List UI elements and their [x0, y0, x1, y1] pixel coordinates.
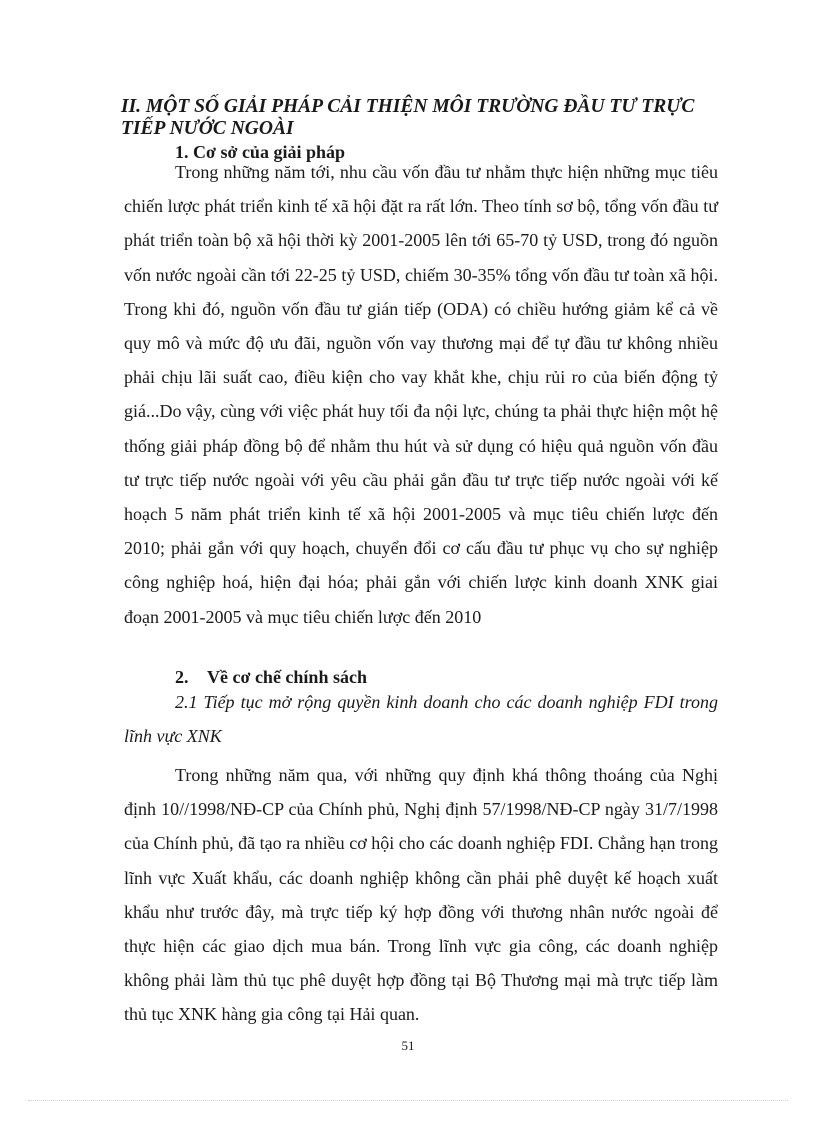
- subsubsection-title: 2.1 Tiếp tục mở rộng quyền kinh doanh cho các doanh nghiệp FDI trong lĩnh vực XNK: [124, 692, 718, 746]
- subsection-number: 2.: [175, 667, 189, 687]
- section-heading: II. MỘT SỐ GIẢI PHÁP CẢI THIỆN MÔI TRƯỜNG ĐẦU TƯ TRỰC TIẾP NƯỚC NGOÀI: [121, 96, 695, 139]
- subsection-title-basis: 1. Cơ sở của giải pháp: [175, 142, 345, 162]
- paragraph-policy: Trong những năm qua, với những quy định khá thông thoáng của Nghị định 10//1998/NĐ-CP của Chính phủ, Nghị định 57/1998/NĐ-CP ngày 31/7/1998 của Chính phủ, đã tạo ra nhiều cơ hội cho các doanh nghiệp FDI. Chẳng hạn trong lĩnh vực Xuất khẩu, các doanh nghiệp không cần phải phê duyệt kế hoạch xuất khẩu như trước đây, mà trực tiếp ký hợp đồng với thương nhân nước ngoài để thực hiện các giao dịch mua bán. Trong lĩnh vực gia công, các doanh nghiệp không phải làm thủ tục phê duyệt hợp đồng tại Bộ Thương mại mà trực tiếp làm thủ tục XNK hàng gia công tại Hải quan.: [124, 765, 718, 1025]
- page-number: 51: [401, 1038, 415, 1053]
- page-bottom-divider: [28, 1100, 788, 1101]
- subsection-title-text: Về cơ chế chính sách: [207, 667, 367, 687]
- paragraph-basis: Trong những năm tới, nhu cầu vốn đầu tư nhằm thực hiện những mục tiêu chiến lược phát triển kinh tế xã hội đặt ra rất lớn. Theo tính sơ bộ, tổng vốn đầu tư phát triển toàn bộ xã hội thời kỳ 2001-2005 lên tới 65-70 tỷ USD, trong đó nguồn vốn nước ngoài cần tới 22-25 tỷ USD, chiếm 30-35% tổng vốn đầu tư toàn xã hội. Trong khi đó, nguồn vốn đầu tư gián tiếp (ODA) có chiều hướng giảm kể cả về quy mô và mức độ ưu đãi, nguồn vốn vay thương mại để tự đầu tư không nhiều phải chịu lãi suất cao, điều kiện cho vay khắt khe, chịu rủi ro của biến động tỷ giá...Do vậy, cùng với việc phát huy tối đa nội lực, chúng ta phải thực hiện một hệ thống giải pháp đồng bộ để nhằm thu hút và sử dụng có hiệu quả nguồn vốn đầu tư trực tiếp nước ngoài với yêu cầu phải gắn đầu tư trực tiếp nước ngoài với kế hoạch 5 năm phát triển kinh tế xã hội 2001-2005 và mục tiêu chiến lược đến 2010; phải gắn với quy hoạch, chuyển đổi cơ cấu đầu tư phục vụ cho sự nghiệp công nghiệp hoá, hiện đại hóa; phải gắn với chiến lược kinh doanh XNK giai đoạn 2001-2005 và mục tiêu chiến lược đến 2010: [124, 162, 718, 627]
